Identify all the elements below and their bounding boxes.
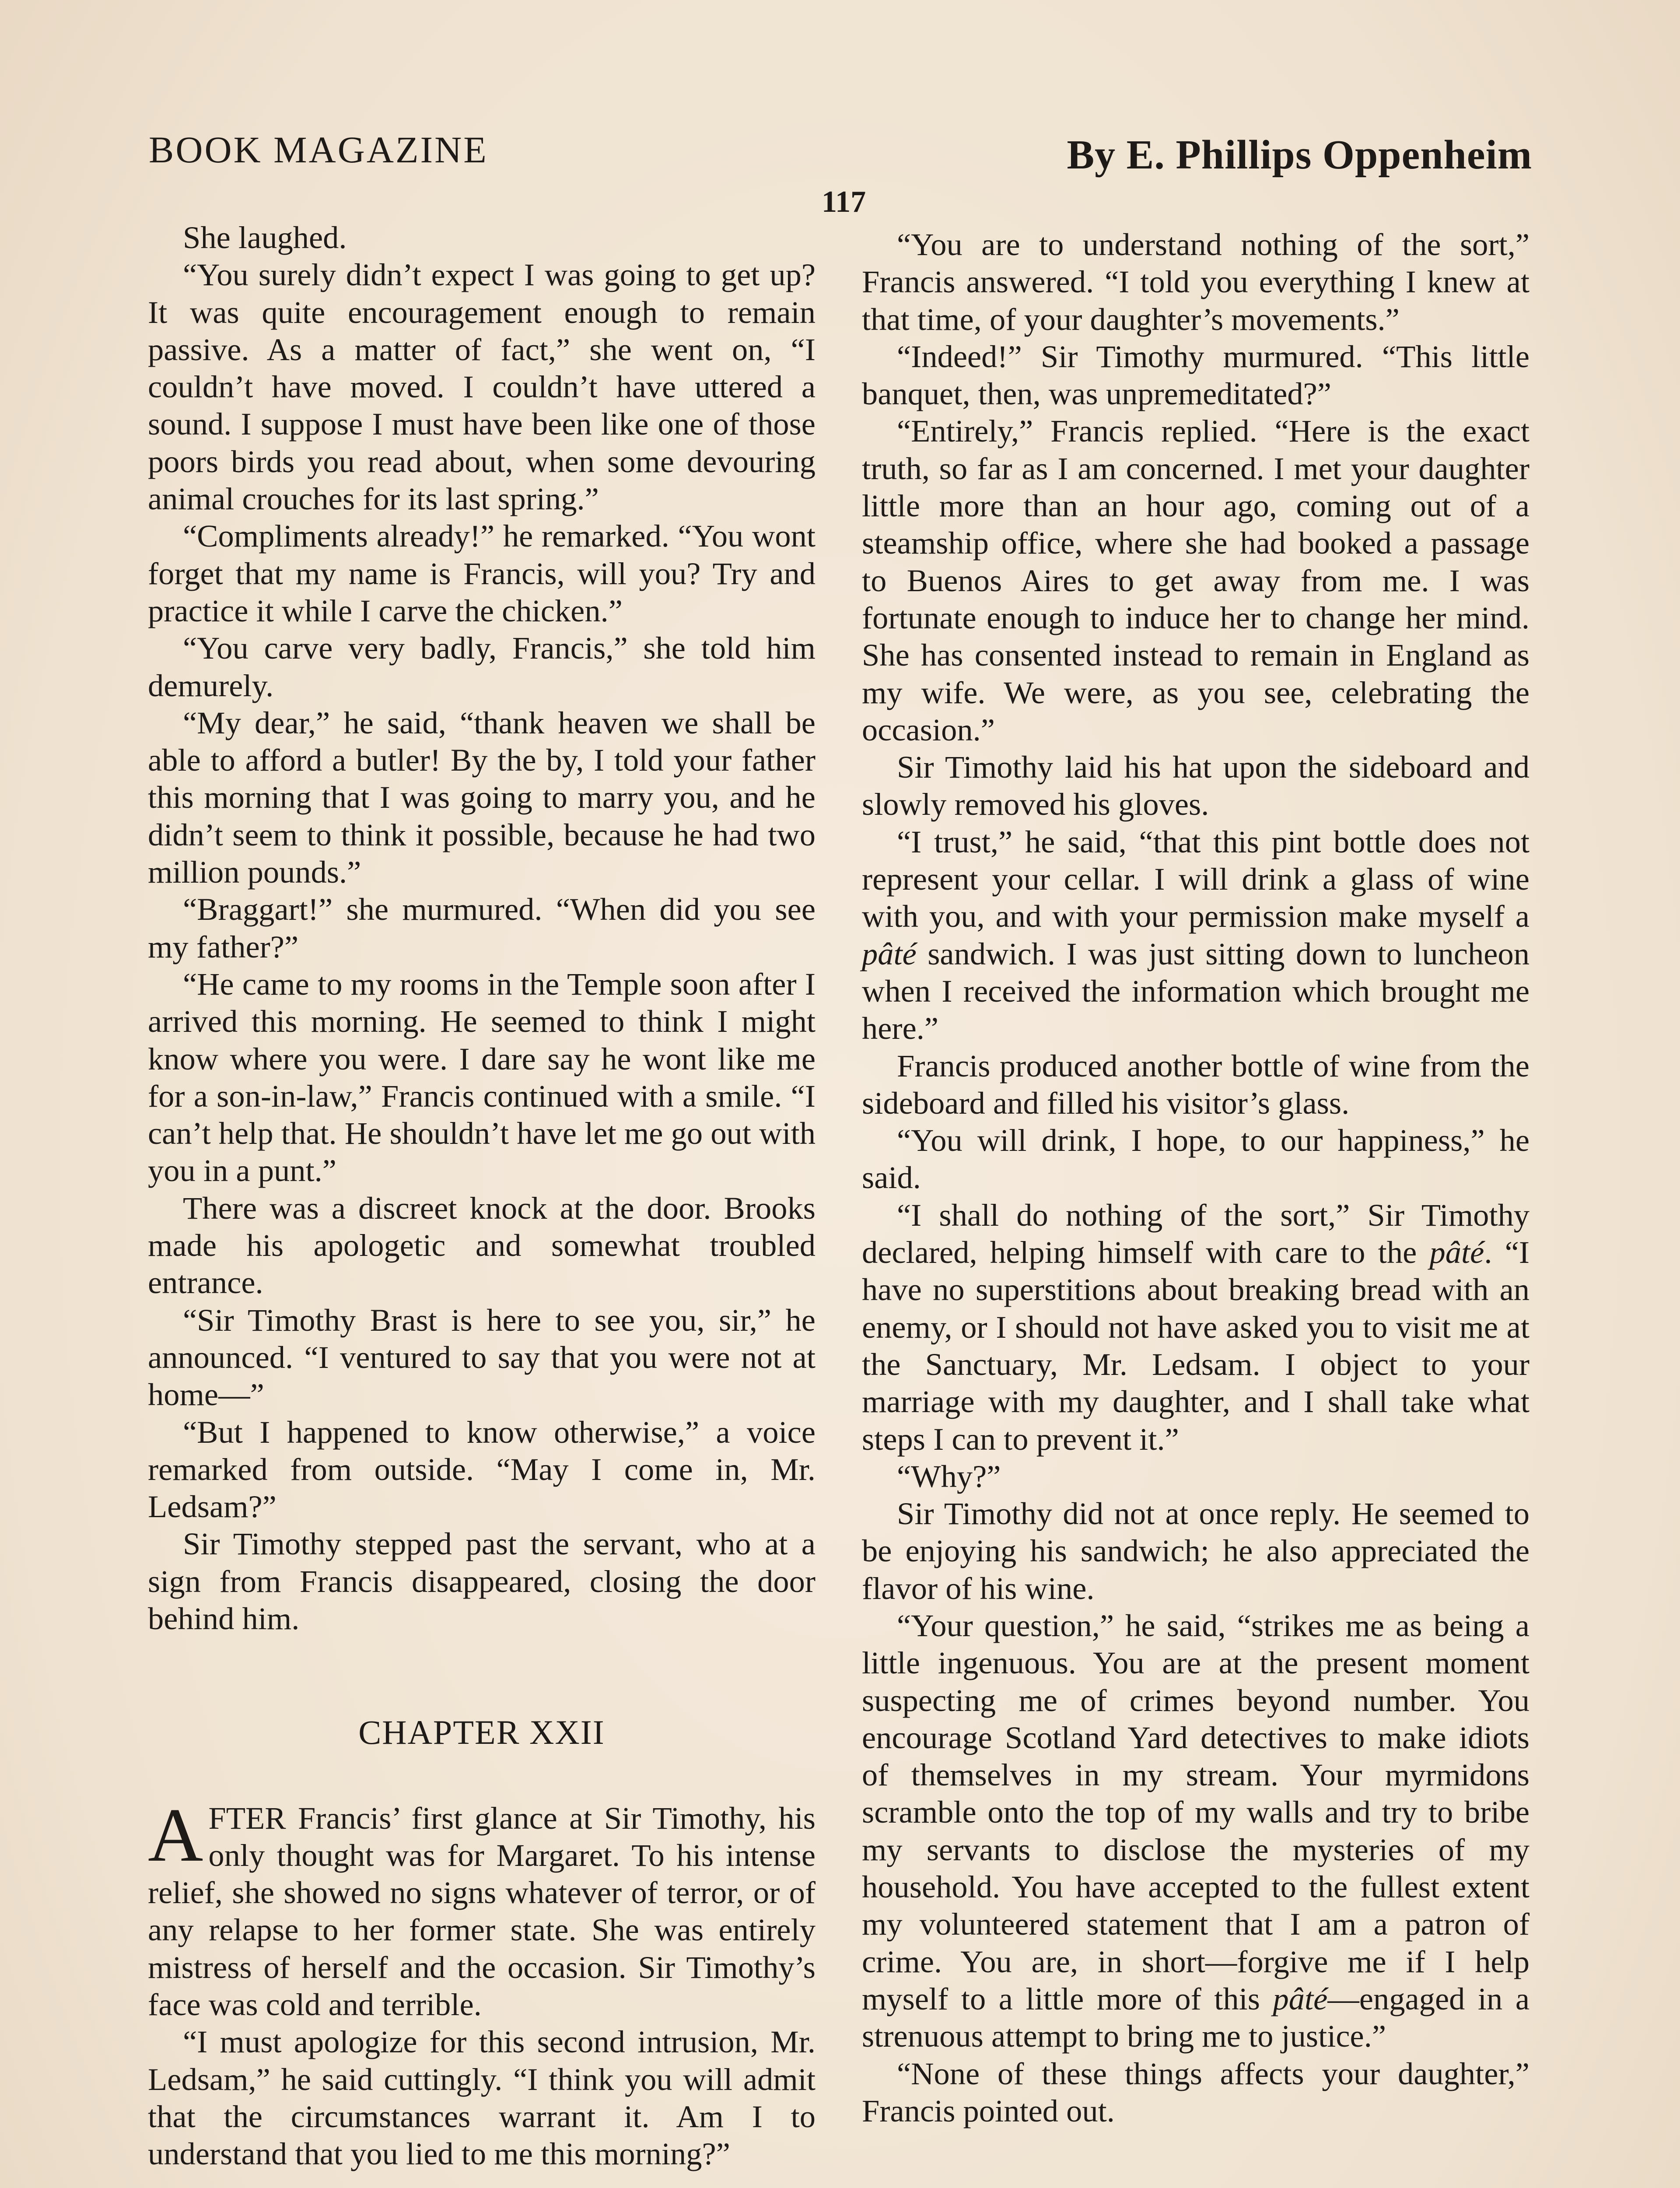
paragraph: “None of these things affects your daughter,” Francis pointed out. — [862, 2055, 1530, 2128]
paragraph-text: “I trust,” he said, “that this pint bottle does not represent your cellar. I will drink a glass of wine with you, and with your permission make myself a — [862, 824, 1530, 934]
magazine-title: BOOK MAGAZINE — [149, 129, 488, 171]
paragraph — [862, 1196, 1530, 1458]
chapter-heading: CHAPTER XXII — [358, 1713, 605, 1752]
paragraph: “Why?” — [897, 1458, 1001, 1494]
paragraph-text: —engaged in a strenuous attempt to bring me to justice.” — [862, 1981, 1530, 2054]
paragraph: “He came to my rooms in the Temple soon after I arrived this morning. He seemed to think I might know where you were. I dare say he wont like me for a son-in-law,” Francis continued with a smile. “I can’t help that. He shouldn’t have let me go out with you in a punt.” — [148, 966, 816, 1189]
paragraph: “You surely didn’t expect I was going to get up? It was quite encouragement enough to remain passive. As a matter of fact,” she went on, “I couldn’t have moved. I couldn’t have uttered a sound. I suppose I must have been like one of those poors birds you read about, when some devouring animal crouches for its last spring.” — [148, 257, 816, 517]
left-column — [148, 219, 816, 2173]
paragraph: “Entirely,” Francis replied. “Here is the exact truth, so far as I am concerned. I met your daughter little more than an hour ago, coming out of a steamship office, where she had booked a passage to Buenos Aires to get away from me. I was fortunate enough to induce her to change her mind. She has consented instead to remain in England as my wife. We were, as you see, celebrating the occasion.” — [862, 413, 1530, 747]
paragraph: “My dear,” he said, “thank heaven we shall be able to afford a butler! By the by, I told your father this morning that I was going to marry you, and he didn’t seem to think it possible, because he had two million pounds.” — [148, 705, 816, 890]
chapter-opening-paragraph — [148, 1792, 816, 2023]
paragraph — [862, 823, 1530, 1047]
italic-word: pâté — [1273, 1981, 1328, 2016]
right-column — [862, 226, 1530, 2129]
paragraph: There was a discreet knock at the door. Brooks made his apologetic and somewhat troubled entrance. — [148, 1190, 816, 1301]
paragraph: “Braggart!” she murmured. “When did you see my father?” — [148, 891, 816, 964]
italic-word: pâté — [862, 936, 917, 971]
paragraph: Francis produced another bottle of wine from the sideboard and filled his visitor’s glass. — [862, 1048, 1530, 1121]
paragraph: “Indeed!” Sir Timothy murmured. “This little banquet, then, was unpremeditated?” — [862, 338, 1530, 412]
paragraph-text: FTER Francis’ first glance at Sir Timothy, his only thought was for Margaret. To his intense relief, she showed no signs whatever of terror, or of any relapse to her former state. She was entirely mistress of herself and the occasion. Sir Timothy’s face was cold and terrible. — [148, 1800, 816, 2023]
author-byline: By E. Phillips Oppenheim — [1067, 132, 1532, 178]
paragraph: Sir Timothy laid his hat upon the sideboard and slowly removed his gloves. — [862, 749, 1530, 822]
paragraph: “But I happened to know otherwise,” a voice remarked from outside. “May I come in, Mr. Ledsam?” — [148, 1414, 816, 1525]
paragraph-text: sandwich. I was just sitting down to luncheon when I received the information which brought me here.” — [862, 936, 1530, 1046]
paragraph: “I must apologize for this second intrusion, Mr. Ledsam,” he said cuttingly. “I think you will admit that the circumstances warrant it. Am I to understand that you lied to me this morning?” — [148, 2024, 816, 2172]
paragraph-text: “I shall do nothing of the sort,” Sir Timothy declared, helping himself with care to the — [862, 1197, 1530, 1270]
paragraph: “You are to understand nothing of the sort,” Francis answered. “I told you everything I knew at that time, of your daughter’s movements.” — [862, 227, 1530, 337]
paragraph: She laughed. — [183, 220, 347, 255]
paragraph: Sir Timothy stepped past the servant, who at a sign from Francis disappeared, closing the door behind him. — [148, 1526, 816, 1636]
paragraph: “Compliments already!” he remarked. “You wont forget that my name is Francis, will you? Try and practice it while I carve the chicken.” — [148, 518, 816, 628]
page-number: 117 — [822, 185, 866, 219]
paragraph: Sir Timothy did not at once reply. He seemed to be enjoying his sandwich; he also appreciated the flavor of his wine. — [862, 1496, 1530, 1606]
paragraph-text: “Your question,” he said, “strikes me as being a little ingenuous. You are at the present moment suspecting me of crimes beyond number. You encourage Scotland Yard detectives to make idiots of themselves in my stream. Your myrmidons scramble onto the top of my walls and try to bribe my servants to disclose the mysteries of my household. You have accepted to the fullest extent my volunteered statement that I am a patron of crime. You are, in short—forgive me if I help myself to a little more of this — [862, 1607, 1530, 2016]
paragraph: “You carve very badly, Francis,” she told him demurely. — [148, 630, 816, 703]
drop-cap: A — [148, 1792, 203, 1877]
paragraph: “You will drink, I hope, to our happiness,” he said. — [862, 1122, 1530, 1196]
italic-word: pâté — [1429, 1234, 1484, 1270]
paragraph-text: . “I have no superstitions about breaking bread with an enemy, or I should not have asked you to visit me at the Sanctuary, Mr. Ledsam. I object to your marriage with my daughter, and I shall take what steps I can to prevent it.” — [862, 1234, 1530, 1457]
paragraph: “Sir Timothy Brast is here to see you, sir,” he announced. “I ventured to say that you were not at home—” — [148, 1302, 816, 1413]
paragraph — [862, 1607, 1530, 2055]
